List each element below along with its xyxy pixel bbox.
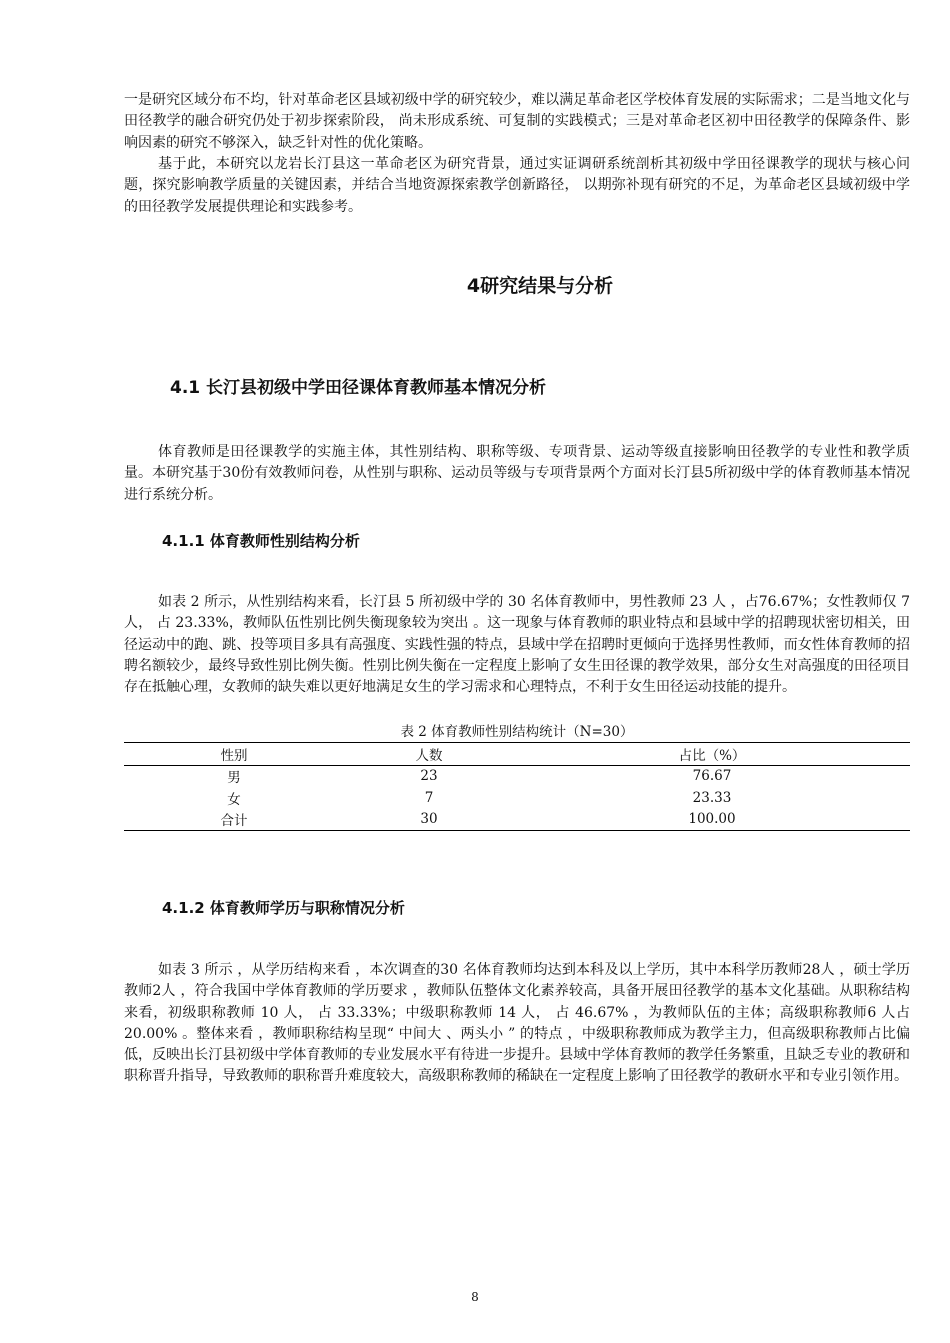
subsection-body-4-1-2: 如表 3 所示 ，从学历结构来看 ，本次调查的30 名体育教师均达到本科及以上学历，其中本科学历教师28人 ，硕士学历教师2人 ，符合我国中学体育教师的学历要求 ，教师队伍整体文化素养较高，具备开展田径教学的基本文化基础。从职称结构来看，初级职称教师 10 人， 占 33.33%；中级职称教师 14 人， 占 46.67% ，为教师队伍的主体；高级职称教师6 人占20.00% 。整体来看 ，教师职称结构呈现“ 中间大 、两头小 ” 的特点 ，中级职称教师成为教学主力，但高级职称教师占比偏低，反映出长汀县初级中学体育教师的专业发展水平有待进一步提升。县域中学体育教师的教学任务繁重，且缺乏专业的教研和职称晋升指导，导致教师的职称晋升难度较大，高级职称教师的稀缺在一定程度上影响了田径教学的教研水平和专业引领作用。: [124, 962, 910, 1085]
table-cell: 合计: [124, 809, 344, 831]
table-row: [124, 787, 910, 809]
table-cell: 76.67: [692, 768, 732, 785]
table-cell: 100.00: [514, 809, 910, 831]
table-cell: 7: [424, 789, 434, 806]
table-cell: 男: [227, 770, 241, 787]
gender-structure-table: [124, 742, 910, 831]
table-cell: 女: [227, 791, 241, 808]
table-caption: 表 2 体育教师性别结构统计（N=30）: [400, 724, 634, 740]
table-header-row: [124, 743, 910, 766]
subsection-title-4-1-1: 4.1.1 体育教师性别结构分析: [162, 532, 360, 550]
subsection-body-4-1-1: 如表 2 所示，从性别结构来看，长汀县 5 所初级中学的 30 名体育教师中，男性教师 23 人 ，占76.67%；女性教师仅 7 人， 占 23.33%，教师队伍性别比例失衡现象较为突出 。这一现象与体育教师的职业特点和县域中学的招聘现状密切相关，田径运动中的跑、跳、投等项目多具有高强度、实践性强的特点，县域中学在招聘时更倾向于选择男性教师，而女性体育教师的招聘名额较少，最终导致性别比例失衡。性别比例失衡在一定程度上影响了女生田径课的教学效果，部分女生对高强度的田径项目存在抵触心理，女教师的缺失难以更好地满足女生的学习需求和心理特点，不利于女生田径运动技能的提升。: [124, 594, 910, 696]
intro-paragraph-2: 基于此，本研究以龙岩长汀县这一革命老区为研究背景，通过实证调研系统剖析其初级中学田径课教学的现状与核心问题，探究影响教学质量的关键因素，并结合当地资源探索教学创新路径， 以期弥补现有研究的不足，为革命老区县域初级中学的田径教学发展提供理论和实践参考。: [124, 156, 910, 215]
table-row: [124, 809, 910, 831]
table-header-cell: 人数: [344, 743, 514, 766]
table-cell: 23: [420, 768, 438, 785]
table-header-cell: 占比（%）: [514, 743, 910, 766]
table-cell: 23.33: [692, 789, 732, 806]
intro-paragraph-1: 一是研究区域分布不均，针对革命老区县域初级中学的研究较少，难以满足革命老区学校体育发展的实际需求；二是当地文化与田径教学的融合研究仍处于初步探索阶段， 尚未形成系统、可复制的实践模式；三是对革命老区初中田径教学的保障条件、影响因素的研究不够深入，缺乏针对性的优化策略。: [124, 92, 910, 151]
table-row: [124, 765, 910, 787]
section-intro-paragraph: 体育教师是田径课教学的实施主体，其性别结构、职称等级、专项背景、运动等级直接影响田径教学的专业性和教学质量。本研究基于30份有效教师问卷，从性别与职称、运动员等级与专项背景两个方面对长汀县5所初级中学的体育教师基本情况进行系统分析。: [124, 444, 910, 503]
page-number: 8: [471, 1290, 479, 1304]
chapter-title: 4研究结果与分析: [466, 275, 614, 297]
section-title: 4.1 长汀县初级中学田径课体育教师基本情况分析: [170, 378, 547, 398]
table-cell: 30: [344, 809, 514, 831]
table-header-cell: 性别: [124, 743, 344, 766]
subsection-title-4-1-2: 4.1.2 体育教师学历与职称情况分析: [162, 899, 405, 917]
